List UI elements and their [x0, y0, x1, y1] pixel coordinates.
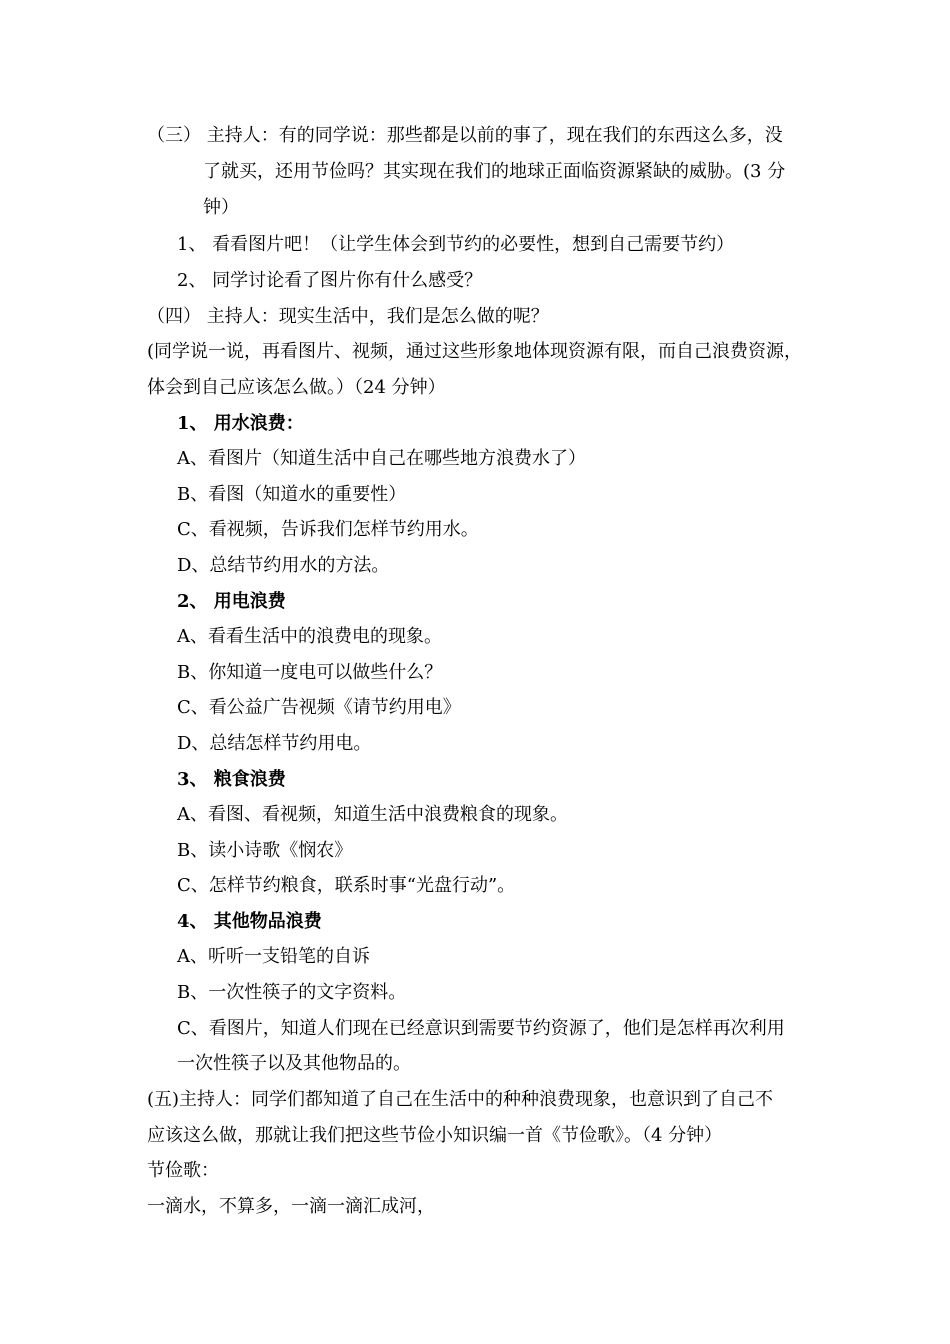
other-item-a: A、听听一支铅笔的自诉 [177, 946, 370, 967]
food-item-a: A、看图、看视频，知道生活中浪费粮食的现象。 [177, 804, 568, 825]
water-item-b: B、看图（知道水的重要性） [177, 484, 407, 505]
section3-line3: 钟） [203, 197, 239, 218]
section3-line1: （三） 主持人：有的同学说：那些都是以前的事了，现在我们的东西这么多，没 [147, 125, 783, 146]
section3-item1: 1、 看看图片吧！（让学生体会到节约的必要性，想到自己需要节约） [177, 234, 735, 255]
water-item-a: A、看图片（知道生活中自己在哪些地方浪费水了） [177, 448, 586, 469]
electricity-item-b: B、你知道一度电可以做些什么？ [177, 662, 443, 683]
section5-line1: (五)主持人：同学们都知道了自己在生活中的种种浪费现象，也意识到了自己不 [147, 1089, 774, 1110]
other-item-b: B、一次性筷子的文字资料。 [177, 982, 407, 1003]
other-item-c-line1: C、看图片，知道人们现在已经意识到需要节约资源了，他们是怎样再次利用 [177, 1018, 785, 1039]
food-item-c: C、怎样节约粮食，联系时事“光盘行动”。 [177, 875, 516, 896]
electricity-heading: 2、 用电浪费 [177, 591, 286, 612]
water-item-c: C、看视频，告诉我们怎样节约用水。 [177, 519, 479, 540]
song-line1: 一滴水，不算多，一滴一滴汇成河， [147, 1196, 435, 1217]
electricity-item-c: C、看公益广告视频《请节约用电》 [177, 697, 461, 718]
food-heading: 3、 粮食浪费 [177, 769, 286, 790]
section4-line3: 体会到自己应该怎么做。）（24 分钟） [147, 377, 446, 398]
section4-line2: (同学说一说，再看图片、视频，通过这些形象地体现资源有限，而自己浪费资源， [147, 341, 803, 362]
food-item-b: B、读小诗歌《悯农》 [177, 840, 353, 861]
water-item-d: D、总结节约用水的方法。 [177, 555, 390, 576]
electricity-item-d: D、总结怎样节约用电。 [177, 733, 372, 754]
electricity-item-a: A、看看生活中的浪费电的现象。 [177, 626, 442, 647]
other-item-c-line2: 一次性筷子以及其他物品的。 [177, 1053, 411, 1074]
water-heading: 1、 用水浪费： [177, 413, 304, 434]
section3-item2: 2、 同学讨论看了图片你有什么感受？ [177, 270, 483, 291]
section5-line2: 应该这么做，那就让我们把这些节俭小知识编一首《节俭歌》。（4 分钟） [147, 1125, 723, 1146]
section3-line2: 了就买，还用节俭吗？其实现在我们的地球正面临资源紧缺的威胁。(3 分 [203, 161, 786, 182]
other-heading: 4、 其他物品浪费 [177, 911, 322, 932]
section4-line1: （四） 主持人：现实生活中，我们是怎么做的呢？ [147, 306, 549, 327]
song-title: 节俭歌： [147, 1160, 219, 1181]
